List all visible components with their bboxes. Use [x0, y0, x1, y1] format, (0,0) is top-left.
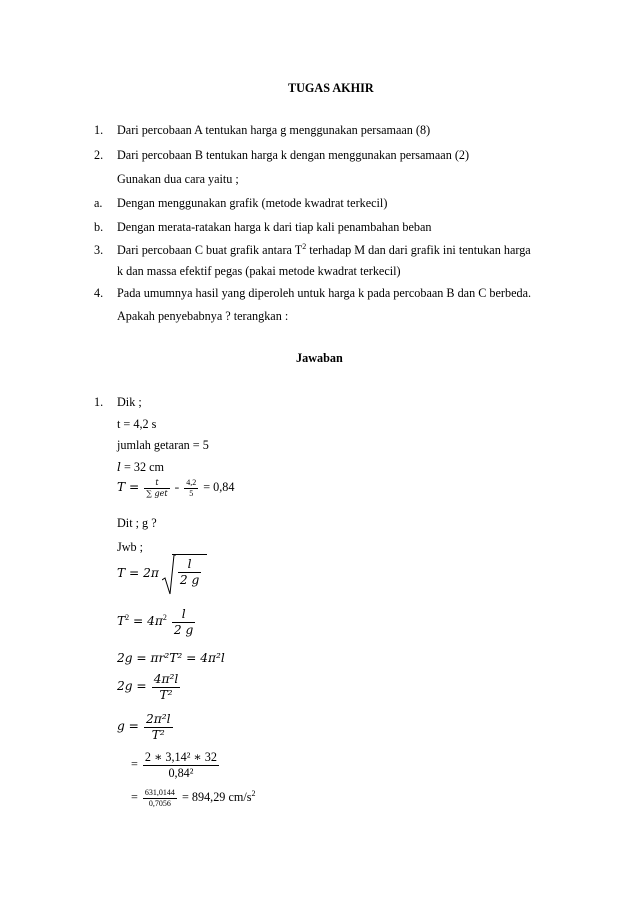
page-title: TUGAS AKHIR — [288, 81, 374, 95]
superscript: 2 — [162, 612, 167, 622]
task-number: b. — [94, 220, 104, 234]
task-text: Dengan merata-ratakan harga k dari tiap kali penambahan beban — [117, 220, 432, 234]
task-text-part: Dari percobaan C buat grafik antara T — [117, 243, 303, 257]
formula-pendulum — [117, 554, 207, 594]
formula-lhs: T — [117, 613, 126, 628]
given-length — [117, 460, 164, 474]
period-formula — [117, 478, 235, 498]
formula-lhs: T = 2π — [117, 565, 159, 580]
equals-sign: = — [174, 483, 180, 493]
denominator: ∑ get — [146, 488, 168, 498]
task-number: 2. — [94, 148, 104, 162]
task-text: Pada umumnya hasil yang diperoleh untuk harga k pada percobaan B dan C berbeda. — [117, 286, 532, 300]
length-symbol: l — [117, 460, 121, 474]
task-text: Dari percobaan A tentukan harga g menggunakan persamaan (8) — [117, 123, 431, 137]
numerator: t — [144, 478, 169, 489]
task-number: a. — [94, 196, 103, 210]
task-text: k dan massa efektif pegas (pakai metode kwadrat terkecil) — [117, 264, 401, 278]
denominator: T² — [159, 687, 173, 702]
formula-mid: = 4π — [129, 613, 163, 628]
denominator: 0,7056 — [148, 798, 171, 808]
task-text: Apakah penyebabnya ? terangkan : — [117, 309, 289, 323]
numerator: 2 ∗ 3,14² ∗ 32 — [144, 750, 217, 764]
numerator: l — [172, 607, 195, 623]
denominator: 5 — [189, 488, 194, 498]
task-text: Gunakan dua cara yaitu ; — [117, 172, 239, 186]
denominator: T² — [151, 727, 165, 742]
numerator: 4,2 — [186, 478, 197, 487]
equals-sign: = — [131, 756, 138, 771]
numerator: 2π²l — [145, 712, 171, 726]
answer-number: 1. — [94, 395, 104, 409]
task-number: 4. — [94, 286, 104, 300]
formula-result — [131, 788, 255, 808]
fraction — [144, 478, 169, 498]
formula-g — [117, 712, 175, 742]
radicand — [172, 554, 207, 587]
period-result: = 0,84 — [203, 479, 235, 494]
formula-2g — [117, 672, 182, 702]
given-time: t = 4,2 s — [117, 417, 157, 431]
fraction — [144, 712, 173, 742]
radical-sign — [162, 554, 176, 596]
fraction — [143, 750, 219, 780]
fraction — [184, 478, 198, 498]
denominator: 2 g — [179, 572, 200, 587]
denominator: 0,84² — [168, 765, 194, 780]
equals-sign: = — [131, 789, 138, 804]
task-text: Dari percobaan B tentukan harga k dengan menggunakan persamaan (2) — [117, 148, 470, 162]
superscript: 2 — [125, 612, 130, 622]
denominator: 2 g — [173, 622, 194, 637]
task-text-part: terhadap M dan dari grafik ini tentukan harga — [306, 243, 531, 257]
superscript: 2 — [251, 788, 256, 798]
fraction — [172, 607, 195, 637]
task-number: 1. — [94, 123, 104, 137]
formula-rearranged: 2g = πr²T² = 4π²l — [117, 651, 225, 665]
unknown-label: Dit ; g ? — [117, 516, 157, 530]
given-label: Dik ; — [117, 395, 142, 409]
length-value: = 32 cm — [120, 460, 164, 474]
task-text — [117, 243, 531, 257]
numerator: l — [178, 557, 201, 573]
formula-squared — [117, 607, 197, 637]
answer-heading: Jawaban — [296, 351, 343, 365]
fraction — [178, 557, 201, 587]
solution-label: Jwb ; — [117, 540, 144, 554]
task-text: Dengan menggunakan grafik (metode kwadrat terkecil) — [117, 196, 388, 210]
fraction — [143, 788, 177, 808]
formula-lhs: g = — [117, 718, 139, 733]
final-result: = 894,29 cm/s — [181, 789, 252, 804]
superscript: 2 — [302, 241, 307, 251]
fraction — [152, 672, 181, 702]
formula-substitution — [131, 750, 221, 780]
numerator: 631,0144 — [144, 788, 175, 797]
task-number: 3. — [94, 243, 104, 257]
numerator: 4π²l — [153, 672, 179, 686]
formula-lhs: T = — [117, 479, 140, 494]
square-root — [162, 554, 207, 594]
given-oscillations: jumlah getaran = 5 — [117, 438, 209, 452]
formula-lhs: 2g = — [117, 678, 147, 693]
